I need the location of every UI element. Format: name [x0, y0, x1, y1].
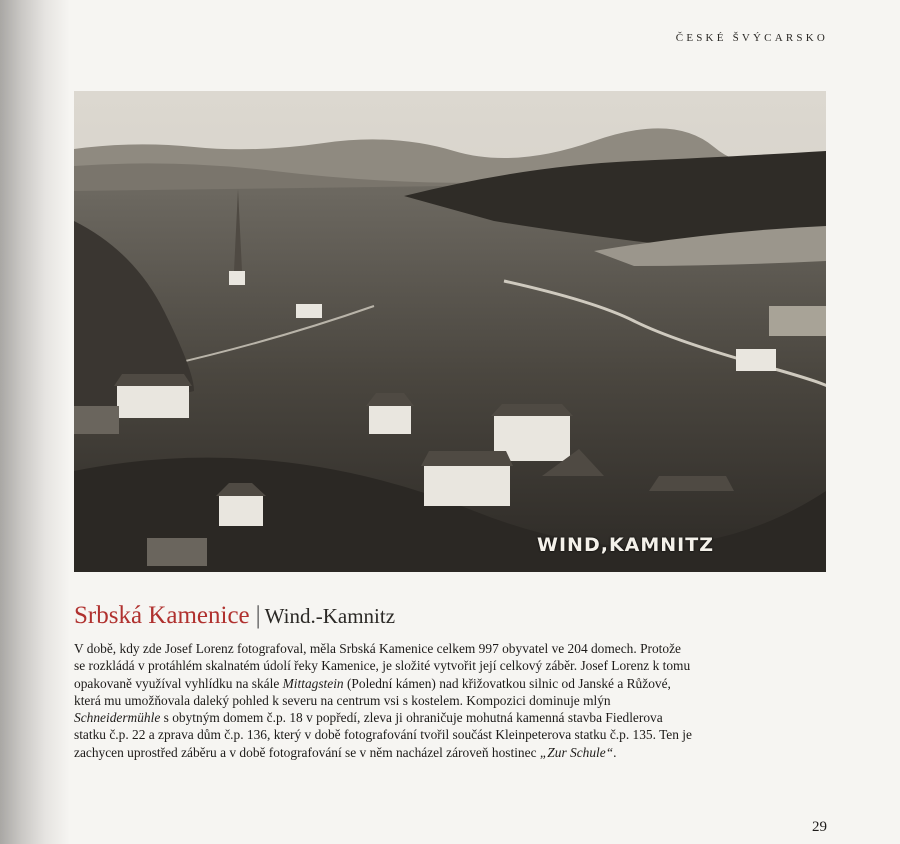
body-text-italic-schneidermuhle: Schneidermühle [74, 710, 161, 726]
page-number: 29 [812, 819, 827, 835]
body-text-part: . [613, 744, 617, 760]
photograph-landscape [74, 91, 826, 572]
body-text-part: V době, kdy zde Josef Lorenz fotografoval, měla Srbská Kamenice celkem 997 obyvatel ve 204 domech. Protože se rozkládá v protáhlém skalnatém údolí řeky Kamenice, je složité vytvořit její celkový záběr. Josef Lorenz k tomu opakovaně využíval vyhlídku na skále [74, 641, 691, 691]
running-head: ČESKÉ ŠVÝCARSKO [675, 32, 828, 44]
heading-subtitle: Wind.-Kamnitz [264, 604, 396, 628]
book-gutter-shadow [0, 0, 70, 844]
heading-separator: | [255, 602, 261, 629]
body-text-italic-zur-schule: „Zur Schule“ [539, 744, 614, 760]
body-text-part: (Polední kámen) nad křižovatkou silnic od Janské a Růžové, která mu umožňovala daleký pohled k severu na centrum vsi s kostelem. Kompozici dominuje mlýn [74, 675, 671, 708]
heading-title: Srbská Kamenice [74, 602, 250, 629]
body-text-italic-mittagstein: Mittagstein [282, 675, 344, 691]
historic-photograph [74, 91, 826, 572]
photo-caption: WIND,KAMNITZ [537, 534, 714, 556]
body-paragraph [74, 640, 694, 761]
body-text-part: s obytným domem č.p. 18 v popředí, zleva ji ohraničuje mohutná kamenná stavba Fiedlerova statku č.p. 22 a zprava dům č.p. 136, který v době fotografování tvořil součást Kleinpeterova statku č.p. 135. Ten je zachycen uprostřed záběru a v době fotografování se v něm nacházel zároveň hostinec [74, 710, 692, 760]
section-heading [74, 600, 395, 632]
